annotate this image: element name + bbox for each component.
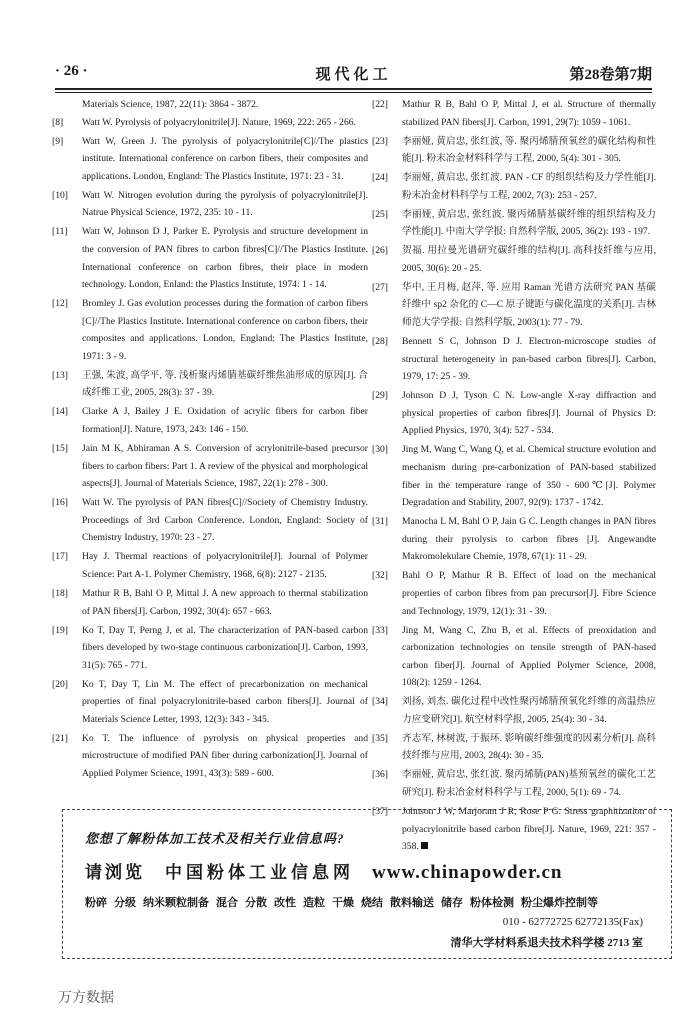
- ad-service-item: 干燥: [332, 897, 354, 909]
- reference-item: [372, 567, 656, 620]
- reference-text: Jing M, Wang C, Wang Q, et al. Chemical structure evolution and mechanism during pre-carbonization of PAN-based stabilized fiber in the temperature range of 350 - 600℃[J]. Polymer Degradation and Stability, 2007, 92(9): 1737 - 1742.: [402, 444, 656, 509]
- reference-number: [23]: [372, 135, 388, 147]
- reference-item: [372, 387, 656, 440]
- reference-number: [30]: [372, 444, 388, 456]
- journal-title: 现代化工: [315, 67, 392, 83]
- reference-number: [31]: [372, 516, 388, 528]
- issue-label: 第28卷第7期: [569, 67, 652, 83]
- reference-number: [37]: [372, 806, 388, 818]
- ad-service-item: 改性: [274, 897, 296, 909]
- reference-number: [11]: [52, 226, 68, 238]
- reference-number: [20]: [52, 678, 68, 690]
- reference-text: Jing M, Wang C, Zhu B, et al. Effects of preoxidation and carbonization technologies on tensile strength of PAN-based carbon fiber[J]. Journal of Applied Polymer Science, 2008, 108(2): 1259 - 1264.: [402, 624, 656, 689]
- reference-text: 李丽娅, 黄启忠, 张红波. PAN - CF 的组织结构及力学性能[J]. 粉末冶金材料科学与工程, 2002, 7(3): 253 - 257.: [402, 172, 656, 201]
- reference-text: Mathur R B, Bahl O P, Mittal J, et al. Structure of thermally stabilized PAN fibers[J]. Carbon, 1991, 29(7): 1059 - 1061.: [402, 99, 656, 128]
- ad-service-item: 混合: [216, 897, 238, 909]
- ad-question: 您想了解粉体加工技术及相关行业信息吗?: [85, 831, 345, 846]
- reference-item: [372, 766, 656, 801]
- reference-number: [29]: [372, 390, 388, 402]
- reference-text: Johnson D J, Tyson C N. Low-angle X-ray diffraction and physical properties of carbon fibres[J]. Journal of Physics D: Applied Physics, 1970, 3(4): 527 - 534.: [402, 390, 656, 437]
- reference-item: [372, 279, 656, 332]
- reference-number: [24]: [372, 172, 388, 184]
- reference-text: 李丽娅, 黄启忠, 张红波. 聚丙烯腈(PAN)基预氧丝的碳化工艺研究[J]. 粉末冶金材料科学与工程, 2000, 5(1): 69 - 74.: [402, 769, 656, 799]
- ad-service-item: 造粒: [303, 897, 325, 909]
- reference-text: Watt W. The pyrolysis of PAN fibres[C]//Society of Chemistry Industry. Proceedings of 3rd Carbon Conference. London, England: Society of Chemistry Industry, 1970: 23 - 27.: [82, 497, 368, 544]
- ad-service-item: 纳米颗粒制备: [143, 897, 209, 909]
- ad-service-item: 散料输送: [390, 897, 434, 909]
- reference-item: [372, 333, 656, 386]
- header-rule-thick: [55, 88, 652, 90]
- reference-item: [52, 730, 368, 783]
- ad-browse-label: 请浏览: [85, 863, 145, 882]
- ad-url-link[interactable]: www.chinapowder.cn: [372, 862, 563, 883]
- reference-text: Watt W, Green J. The pyrolysis of polyacrylonitrile[C]//The plastics institute. International conference on carbon fibers, their composites and applications. London, England: The Plastics Institute, 1971: 23 - 31.: [82, 135, 368, 182]
- reference-item: [52, 440, 368, 493]
- ad-site-line: [85, 858, 562, 884]
- reference-text: Bennett S C, Johnson D J. Electron-microscope studies of structural heterogeneity in pan-based carbon fibres[J]. Carbon, 1979, 17: 25 - 39.: [402, 336, 656, 383]
- reference-number: [13]: [52, 369, 68, 381]
- reference-item: [372, 693, 656, 728]
- reference-number: [34]: [372, 696, 388, 708]
- header-rule-thin: [55, 92, 652, 93]
- ad-service-item: 分级: [114, 897, 136, 909]
- reference-text: Bahl O P, Mathur R B. Effect of load on the mechanical properties of carbon fibres from pan precursor[J]. Fibre Science and Technology, 1979, 12(1): 31 - 39.: [402, 570, 656, 617]
- reference-number: [26]: [372, 245, 388, 257]
- reference-text: Ko T, Day T, Lin M. The effect of precarbonization on mechanical properties of final polyacrylonitrile-based carbon fibers[J]. Journal of Materials Science Letter, 1993, 12(3): 343 - 345.: [82, 678, 368, 725]
- ad-service-item: 粉尘爆炸控制等: [521, 897, 598, 909]
- reference-item: [52, 367, 368, 402]
- reference-text: Mathur R B, Bahl O P, Mittal J. A new approach to thermal stabilization of PAN fibers[J]. Carbon, 1992, 30(4): 657 - 663.: [82, 587, 368, 617]
- references-left-column: [52, 96, 368, 784]
- reference-item: [372, 242, 656, 277]
- reference-item: [372, 169, 656, 204]
- reference-number: [18]: [52, 587, 68, 599]
- page-number: · 26 ·: [55, 63, 88, 79]
- ad-service-item: 粉碎: [85, 897, 107, 909]
- reference-text: Jain M K, Abhiraman A S. Conversion of acrylonitrile-based precursor fibers to carbon fibers: Part 1. A review of the physical and morphological aspects[J]. Journal of Materials Science, 1987, 22(1): 278 - 300.: [82, 443, 368, 490]
- reference-text: 李丽娅, 黄启忠, 张红波, 等. 聚丙烯腈预氧丝的碳化结构和性能[J]. 粉末冶金材料科学与工程, 2000, 5(4): 301 - 305.: [402, 135, 656, 165]
- reference-text: Manocha L M, Bahl O P, Jain G C. Length changes in PAN fibres during their pyrolysis to carbon fibres [J]. Angewandte Makromolekulare Chemie, 1978, 67(1): 11 - 29.: [402, 516, 656, 563]
- reference-item: [372, 206, 656, 241]
- reference-item: [52, 295, 368, 365]
- reference-text: 华中, 王月梅, 赵萍, 等. 应用 Raman 光谱方法研究 PAN 基碳纤维中 sp2 杂化的 C—C 原子键距与碳化温度的关系[J]. 吉林师范大学学报: 自然科学版, 2003(1): 77 - 79.: [402, 281, 656, 329]
- reference-text: Hay J. Thermal reactions of polyacrylonitrile[J]. Journal of Polymer Science: Part A-1. Polymer Chemistry, 1968, 6(8): 2127 - 2135.: [82, 551, 368, 580]
- advertisement-box: [62, 809, 672, 959]
- reference-text: Ko T. The influence of pyrolysis on physical properties and microstructure of modified PAN fiber during carbonization[J]. Journal of Applied Polymer Science, 1991, 43(3): 589 - 600.: [82, 732, 368, 780]
- reference-text: Watt W. Nitrogen evolution during the pyrolysis of polyacrylonitrile[J]. Natrue Physical Science, 1972, 235: 10 - 11.: [82, 189, 368, 219]
- reference-continuation: Materials Science, 1987, 22(11): 3864 - 3872.: [82, 99, 259, 110]
- reference-text: 刘扬, 刘杰. 碳化过程中改性聚丙烯腈预氧化纤维的高温热应力应变研究[J]. 航空材料学报, 2005, 25(4): 30 - 34.: [402, 696, 656, 725]
- reference-number: [15]: [52, 443, 68, 455]
- reference-number: [8]: [52, 116, 64, 128]
- reference-text: 李丽娅, 黄启忠, 张红波. 聚丙烯腈基碳纤维的组织结构及力学性能[J]. 中南大学学报: 自然科学版, 2005, 36(2): 193 - 197.: [402, 208, 656, 238]
- page-header: [55, 63, 652, 85]
- reference-number: [27]: [372, 281, 388, 293]
- ad-service-item: 分散: [245, 897, 267, 909]
- references-right-column: [372, 96, 656, 857]
- ad-service-item: 粉体检测: [470, 897, 514, 909]
- reference-text: Clarke A J, Bailey J E. Oxidation of acrylic fibers for carbon fiber formation[J]. Nature, 1973, 243: 146 - 150.: [82, 406, 368, 436]
- reference-text: Bromley J. Gas evolution processes during the formation of carbon fibers [C]//The Plastics Institute. International conference on carbon fibers, their composites and applications. London, England: The Plastics Institute, 1971: 3 - 9.: [82, 298, 368, 362]
- reference-item: [52, 585, 368, 620]
- reference-item: [52, 548, 368, 583]
- reference-item: [52, 494, 368, 547]
- reference-number: [35]: [372, 732, 388, 744]
- ad-phone: 010 - 62772725 62772135(Fax): [502, 916, 643, 928]
- reference-item: [52, 133, 368, 186]
- reference-item: [52, 114, 368, 132]
- ad-site-name: 中国粉体工业信息网: [165, 863, 354, 882]
- ad-service-item: 储存: [441, 897, 463, 909]
- reference-item: [372, 441, 656, 511]
- reference-number: [36]: [372, 769, 388, 781]
- ad-services-list: [85, 894, 605, 910]
- reference-number: [22]: [372, 99, 388, 110]
- reference-item: [372, 513, 656, 566]
- reference-number: [12]: [52, 298, 68, 310]
- reference-number: [16]: [52, 497, 68, 509]
- reference-item: [372, 622, 656, 692]
- reference-text: Johnson J W, Marjoram J R, Rose P G. Stress graphitization of polyacrylonitrile based carbon fibre[J]. Nature, 1969, 221: 357 - 358.: [402, 806, 656, 853]
- reference-text: 贺福. 用拉曼光谱研究碳纤维的结构[J]. 高科技纤维与应用, 2005, 30(6): 20 - 25.: [402, 245, 656, 274]
- reference-item: [372, 730, 656, 765]
- reference-number: [14]: [52, 406, 68, 418]
- reference-number: [33]: [372, 624, 388, 636]
- reference-text: Watt W. Pyrolysis of polyacrylonitrile[J]. Nature, 1969, 222: 265 - 266.: [82, 116, 356, 128]
- reference-number: [25]: [372, 208, 388, 220]
- reference-text: 齐志军, 林树波, 于振环. 影响碳纤维强度的因素分析[J]. 高科技纤维与应用, 2003, 28(4): 30 - 35.: [402, 732, 656, 762]
- reference-number: [17]: [52, 551, 68, 563]
- reference-item: [52, 622, 368, 675]
- reference-number: [21]: [52, 732, 68, 744]
- ad-address: 清华大学材料系退夫技术科学楼 2713 室: [450, 937, 643, 949]
- watermark: 万方数据: [58, 991, 114, 1006]
- reference-number: [28]: [372, 336, 388, 348]
- reference-item: [372, 133, 656, 168]
- reference-text: Watt W, Johnson D J, Parker E. Pyrolysis and structure development in the conversion of PAN fibres to carbon fibres[C]//The Plastics Institute. International conference on carbon fibres, their place in modern technology. London, Enland: the Plastics Institute, 1974: 1 - 14.: [82, 226, 368, 291]
- ad-service-item: 烧结: [361, 897, 383, 909]
- reference-number: [19]: [52, 624, 68, 636]
- reference-number: [9]: [52, 135, 64, 147]
- reference-text: Ko T, Day T, Perng J, et al. The characterization of PAN-based carbon fibers developed by two-stage continuous carbonization[J]. Carbon, 1993, 31(5): 765 - 771.: [82, 624, 368, 671]
- reference-item: [372, 96, 656, 131]
- reference-item: [52, 676, 368, 729]
- reference-item: [52, 403, 368, 438]
- reference-number: [32]: [372, 570, 388, 582]
- reference-item: [52, 223, 368, 293]
- reference-item: [52, 187, 368, 222]
- reference-text: 王强, 朱波, 高学平, 等. 浅析聚丙烯腈基碳纤维焦油形成的原因[J]. 合成纤维工业, 2005, 28(3): 37 - 39.: [82, 369, 368, 399]
- reference-number: [10]: [52, 189, 68, 201]
